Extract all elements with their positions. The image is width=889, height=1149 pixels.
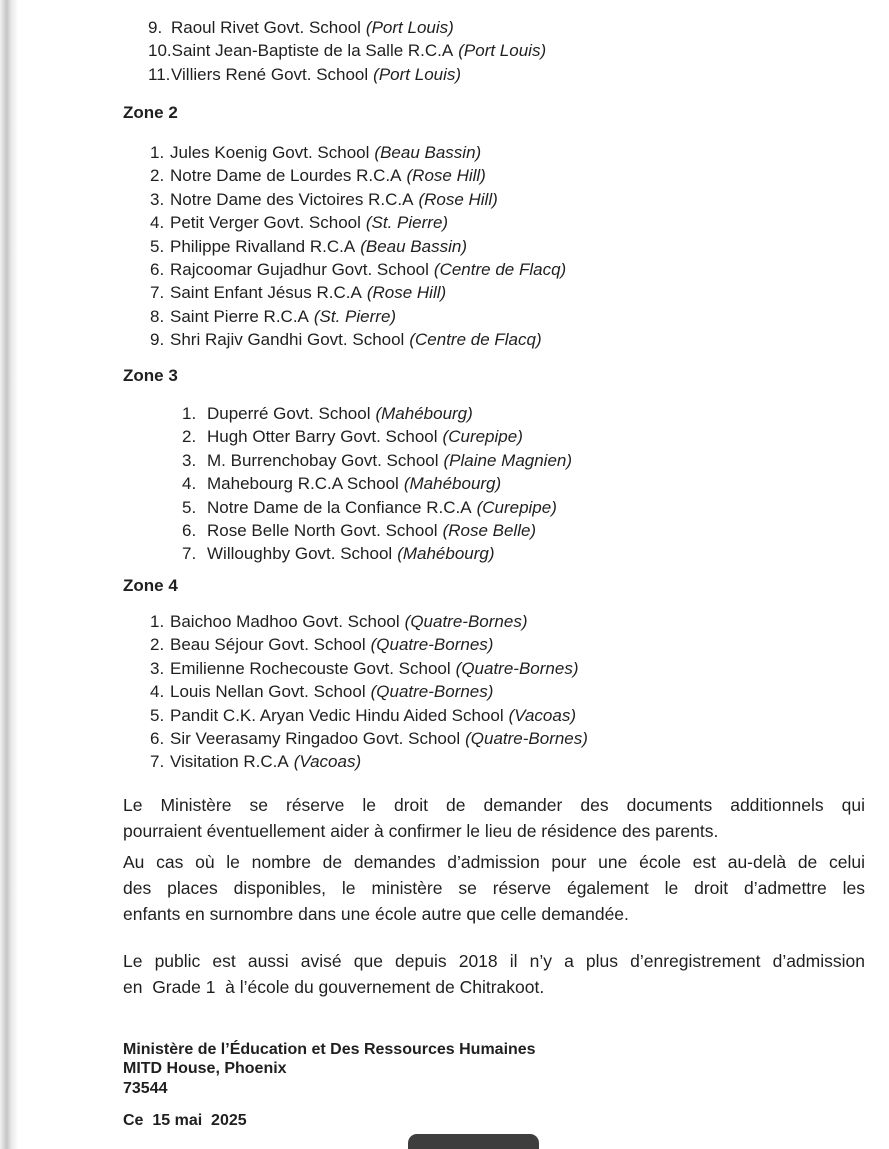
school-entry [207,496,557,519]
school-list-item [150,727,588,750]
school-entry [170,750,361,773]
school-list-item [182,449,572,472]
school-name: Visitation R.C.A [170,752,289,772]
school-location: (Curepipe) [442,427,523,447]
school-name: Raoul Rivet Govt. School [171,18,361,37]
school-name: Sir Veerasamy Ringadoo Govt. School [170,729,461,749]
list-number: 1. [150,612,165,631]
list-number: 3. [182,450,197,470]
school-list-item [148,39,546,62]
school-location: (Port Louis) [373,64,462,84]
school-list-item [150,141,566,164]
list-number: 4. [150,682,165,702]
school-list-item [150,164,566,187]
school-list-item [150,305,566,328]
school-name: Notre Dame des Victoires R.C.A [170,189,414,209]
school-entry [207,425,523,448]
school-name: M. Burrenchobay Govt. School [207,450,439,470]
school-location: (Port Louis) [365,18,454,37]
school-location: (Rose Hill) [418,189,498,209]
date-line: Ce 15 mai 2025 [123,1112,247,1129]
list-number: 4. [182,474,197,494]
school-entry [170,610,527,633]
school-location: (St. Pierre) [313,306,397,326]
school-list-item [182,472,572,495]
school-location: (Rose Hill) [366,283,447,303]
list-number: 1. [150,143,165,162]
paragraph-line: en Grade 1 à l’école du gouvernement de Chitrakoot. [123,977,545,997]
school-name: Saint Jean-Baptiste de la Salle R.C.A [171,41,454,61]
list-number: 8. [150,306,165,326]
zone-2-title: Zone 2 [123,103,178,122]
school-entry [170,633,493,656]
school-list-item [150,328,566,351]
school-name: Emilienne Rochecouste Govt. School [170,658,451,678]
school-location: (Rose Belle) [442,521,537,541]
school-entry [172,39,546,62]
footer-address [123,1040,536,1098]
school-entry [170,211,448,234]
zone-4-school-list [150,610,588,774]
school-entry [170,680,493,703]
list-number: 2. [150,166,165,186]
list-number: 7. [182,544,197,564]
list-number: 4. [150,213,165,233]
school-list-item [150,750,588,773]
paragraph-documents-additionnels [123,792,865,844]
school-entry [170,164,486,187]
paragraph-line: Le Ministère se réserve le droit de demander des documents additionnels qui [123,795,865,815]
school-list-item [182,402,572,425]
school-location: (Vacoas) [293,752,362,772]
paragraph-line: des places disponibles, le ministère se réserve également le droit d’admettre les [123,878,865,898]
school-name: Notre Dame de Lourdes R.C.A [170,166,402,186]
list-number: 5. [150,236,165,256]
school-location: (Quatre-Bornes) [455,658,579,678]
paragraph-line: pourraient éventuellement aider à confirmer le lieu de résidence des parents. [123,821,719,841]
paragraph-line: enfants en surnombre dans une école autre que celle demandée. [123,904,629,924]
school-name: Jules Koenig Govt. School [170,143,370,162]
list-number: 5. [182,497,197,517]
school-entry [207,402,473,425]
school-list-item [150,633,588,656]
zone-2-school-list [150,141,566,352]
list-number: 6. [150,260,165,280]
school-location: (Mahébourg) [397,544,495,564]
school-name: Hugh Otter Barry Govt. School [207,427,438,447]
list-number: 6. [150,729,165,749]
school-list-item [150,704,588,727]
list-number: 9. [148,18,163,37]
school-list-item [150,235,566,258]
list-number: 9. [150,330,165,350]
school-name: Mahebourg R.C.A School [207,474,399,494]
school-location: (Rose Hill) [406,166,486,186]
list-number: 2. [150,635,165,655]
list-number: 3. [150,189,165,209]
list-number: 1. [182,404,197,423]
zone-3-title: Zone 3 [123,366,178,385]
school-name: Beau Séjour Govt. School [170,635,366,655]
school-location: (Port Louis) [458,41,547,61]
school-list-item [182,496,572,519]
school-location: (Centre de Flacq) [409,330,542,350]
school-entry [170,281,446,304]
school-list-item [150,258,566,281]
list-number: 6. [182,521,197,541]
list-number: 2. [182,427,197,447]
page-edge-shadow [0,0,18,1149]
school-location: (Quatre-Bornes) [465,729,588,749]
school-entry [170,657,578,680]
school-location: (St. Pierre) [365,213,449,233]
paragraph-chitrakoot-notice [123,948,865,1000]
paragraph-line: Le public est aussi avisé que depuis 2018 il n’y a plus d’enregistrement d’admission [123,951,865,971]
school-location: (Mahébourg) [375,404,473,423]
school-list-item [182,542,572,565]
school-name: Saint Enfant Jésus R.C.A [170,283,362,303]
zone-3-school-list [182,402,572,566]
list-number: 5. [150,705,165,725]
school-name: Notre Dame de la Confiance R.C.A [207,497,472,517]
school-location: (Beau Bassin) [360,236,467,256]
school-name: Petit Verger Govt. School [170,213,361,233]
school-list-item [148,63,546,86]
school-location: (Mahébourg) [403,474,502,494]
school-location: (Vacoas) [508,705,577,725]
school-name: Pandit C.K. Aryan Vedic Hindu Aided School [170,705,504,725]
school-entry [171,16,454,39]
school-list-item [150,211,566,234]
paragraph-line: Au cas où le nombre de demandes d’admission pour une école est au-delà de celui [123,852,865,872]
school-list-item [150,281,566,304]
school-list-item [150,680,588,703]
school-name: Rajcoomar Gujadhur Govt. School [170,260,429,280]
school-entry [207,542,495,565]
school-name: Philippe Rivalland R.C.A [170,236,356,256]
school-location: (Curepipe) [476,497,557,517]
school-entry [207,472,501,495]
footer-line: 73544 [123,1079,168,1097]
school-entry [170,235,467,258]
school-name: Willoughby Govt. School [207,544,393,564]
school-entry [170,328,542,351]
school-name: Duperré Govt. School [207,404,371,423]
school-entry [170,258,566,281]
school-entry [207,519,536,542]
school-location: (Quatre-Bornes) [404,612,528,631]
school-location: (Quatre-Bornes) [370,682,494,702]
school-list-item [148,16,546,39]
school-name: Baichoo Madhoo Govt. School [170,612,400,631]
school-list-item [150,188,566,211]
bottom-toolbar-tab[interactable] [408,1134,539,1149]
school-entry [171,63,461,86]
school-entry [170,305,396,328]
school-entry [170,727,588,750]
school-location: (Plaine Magnien) [443,450,573,470]
school-list-item [182,519,572,542]
school-name: Shri Rajiv Gandhi Govt. School [170,330,405,350]
school-entry [170,188,498,211]
school-name: Louis Nellan Govt. School [170,682,366,702]
list-number: 11. [148,64,171,84]
school-name: Rose Belle North Govt. School [207,521,438,541]
list-number: 3. [150,658,165,678]
school-list-item [150,657,588,680]
school-list-continued [148,16,546,86]
school-list-item [150,610,588,633]
school-entry [207,449,572,472]
school-list-item [182,425,572,448]
footer-line: MITD House, Phoenix [123,1060,287,1078]
school-location: (Quatre-Bornes) [370,635,494,655]
zone-4-title: Zone 4 [123,576,178,595]
school-entry [170,704,576,727]
list-number: 7. [150,283,165,303]
school-name: Saint Pierre R.C.A [170,306,309,326]
school-location: (Centre de Flacq) [433,260,567,280]
footer-line: Ministère de l’Éducation et Des Ressources Humaines [123,1041,536,1058]
list-number: 7. [150,752,165,772]
list-number: 10. [148,41,172,61]
school-location: (Beau Bassin) [374,143,482,162]
school-name: Villiers René Govt. School [171,64,369,84]
school-entry [170,141,481,164]
paragraph-places-disponibles [123,849,865,927]
